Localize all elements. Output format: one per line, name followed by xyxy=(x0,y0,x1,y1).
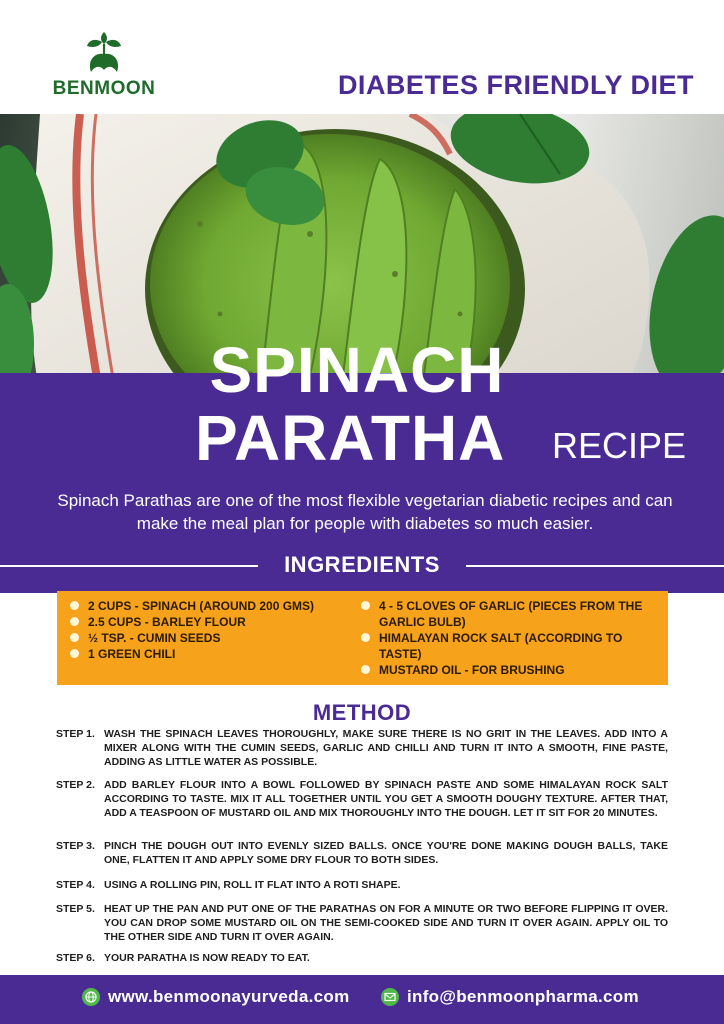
recipe-title-line2: PARATHA xyxy=(195,402,506,474)
bullet-icon xyxy=(361,665,370,674)
step-label: STEP 6. xyxy=(56,952,95,964)
recipe-title-suffix: RECIPE xyxy=(552,425,687,466)
ingredient-item: 2.5 CUPS - BARLEY FLOUR xyxy=(70,614,355,630)
step-label: STEP 5. xyxy=(56,903,95,915)
step-text: PINCH THE DOUGH OUT INTO EVENLY SIZED BALLS. ONCE YOU'RE DONE MAKING DOUGH BALLS, TAKE ONE, FLATTEN IT AND APPLY SOME DRY FLOUR TO BOTH SIDES. xyxy=(104,840,668,866)
recipe-title-line1: SPINACH xyxy=(209,334,505,406)
step-text: WASH THE SPINACH LEAVES THOROUGHLY, MAKE SURE THERE IS NO GRIT IN THE LEAVES. ADD INTO A MIXER ALONG WITH THE CUMIN SEEDS, GARLIC AND CHILLI AND TURN IT INTO A SMOOTH, FINE PASTE, ADDING AS LITTLE WATER AS POSSIBLE. xyxy=(104,728,668,768)
step-text: ADD BARLEY FLOUR INTO A BOWL FOLLOWED BY SPINACH PASTE AND SOME HIMALAYAN ROCK SALT ACCORDING TO TASTE. MIX IT ALL TOGETHER UNTIL YOU GET A SMOOTH DOUGHY TEXTURE. AFTER THAT, ADD A TEASPOON OF MUSTARD OIL AND MIX THOROUGHLY INTO THE DOUGH. LET IT SIT FOR 20 MINUTES. xyxy=(104,779,668,819)
ingredient-item: 4 - 5 CLOVES OF GARLIC (PIECES FROM THE GARLIC BULB) xyxy=(361,598,661,630)
brand-logo xyxy=(44,28,164,104)
brand-name: BENMOON xyxy=(52,78,156,99)
globe-icon xyxy=(82,988,100,1006)
bullet-icon xyxy=(361,601,370,610)
page-headline: DIABETES FRIENDLY DIET xyxy=(337,70,694,100)
email-text[interactable]: info@benmoonpharma.com xyxy=(407,987,639,1006)
bullet-icon xyxy=(70,617,79,626)
bullet-icon xyxy=(361,633,370,642)
ingredient-item: ½ TSP. - CUMIN SEEDS xyxy=(70,630,355,646)
email-link[interactable] xyxy=(381,987,639,1007)
ingredient-item: HIMALAYAN ROCK SALT (ACCORDING TO TASTE) xyxy=(361,630,661,662)
bullet-icon xyxy=(70,633,79,642)
method-heading: METHOD xyxy=(312,700,412,725)
ingredients-list-left xyxy=(70,598,355,662)
step-text: YOUR PARATHA IS NOW READY TO EAT. xyxy=(104,952,310,964)
step-label: STEP 2. xyxy=(56,779,95,791)
step-text: HEAT UP THE PAN AND PUT ONE OF THE PARATHAS ON FOR A MINUTE OR TWO BEFORE FLIPPING IT OVER. YOU CAN DROP SOME MUSTARD OIL ON THE SEMI-COOKED SIDE AND TURN IT OVER AGAIN. APPLY OIL TO THE OTHER SIDE AND TURN IT OVER AGAIN. xyxy=(104,903,668,943)
ingredient-item: MUSTARD OIL - FOR BRUSHING xyxy=(361,662,661,678)
ingredient-item: 1 GREEN CHILI xyxy=(70,646,355,662)
step-text: USING A ROLLING PIN, ROLL IT FLAT INTO A ROTI SHAPE. xyxy=(104,879,401,891)
ingredients-heading-row xyxy=(0,550,724,580)
header xyxy=(0,0,724,114)
bullet-icon xyxy=(70,601,79,610)
footer xyxy=(0,975,724,1024)
step-label: STEP 3. xyxy=(56,840,95,852)
bullet-icon xyxy=(70,649,79,658)
ingredients-list-right xyxy=(361,598,661,678)
website-link[interactable] xyxy=(82,987,350,1007)
leaf-logo-icon xyxy=(81,28,127,74)
divider-right xyxy=(466,565,724,567)
recipe-intro: Spinach Parathas are one of the most flexible vegetarian diabetic recipes and can make the meal plan for people with diabetes so much easier. xyxy=(57,491,673,533)
mail-icon xyxy=(381,988,399,1006)
ingredient-item: 2 CUPS - SPINACH (AROUND 200 GMS) xyxy=(70,598,355,614)
step-label: STEP 4. xyxy=(56,879,95,891)
step-label: STEP 1. xyxy=(56,728,95,740)
ingredients-box xyxy=(57,591,668,685)
ingredients-heading: INGREDIENTS xyxy=(284,552,440,577)
website-text[interactable]: www.benmoonayurveda.com xyxy=(108,987,350,1006)
